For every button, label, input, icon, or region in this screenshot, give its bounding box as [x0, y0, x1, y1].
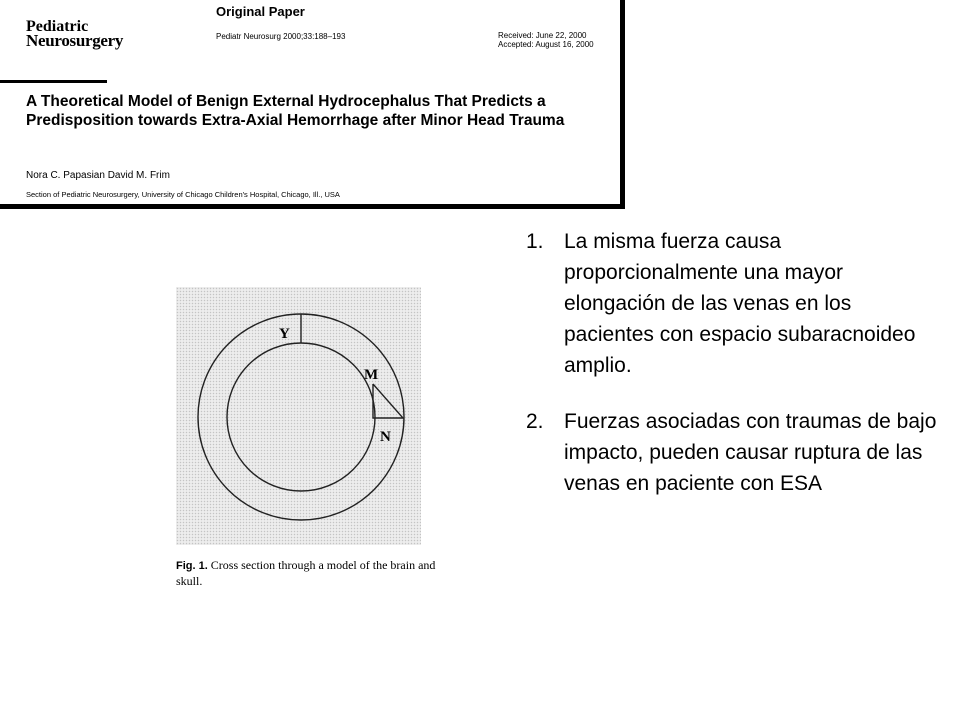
authors: Nora C. Papasian David M. Frim [26, 170, 170, 181]
label-y: Y [279, 326, 290, 342]
paper-title: A Theoretical Model of Benign External Hydrocephalus That Predicts a Predisposition towards Extra-Axial Hemorrhage after Minor Head Trauma [26, 93, 565, 129]
header-rule [0, 80, 107, 83]
figure-diagram [176, 287, 421, 545]
brain-skull-figure [176, 287, 421, 545]
list-item-number: 2. [526, 410, 544, 433]
figure-caption [176, 558, 436, 589]
figure-caption-text: Cross section through a model of the brain and skull. [176, 558, 436, 588]
point-list [526, 226, 946, 499]
label-m: M [364, 367, 379, 383]
figure-caption-label: Fig. 1. [176, 560, 208, 572]
list-item [526, 226, 946, 381]
list-item-number: 1. [526, 230, 544, 253]
brain-circle [227, 343, 375, 491]
affiliation: Section of Pediatric Neurosurgery, University of Chicago Children's Hospital, Chicago, Ill., USA [26, 190, 340, 199]
received-dates [498, 31, 594, 49]
journal-name-line2: Neurosurgery [26, 31, 124, 50]
paper-type: Original Paper [216, 4, 305, 19]
citation: Pediatr Neurosurg 2000;33:188–193 [216, 32, 346, 41]
journal-name-line1: Pediatric [26, 18, 89, 35]
list-item-text: Fuerzas asociadas con traumas de bajo impacto, pueden causar ruptura de las venas en paciente con ESA [564, 410, 937, 495]
received-date: Received: June 22, 2000 [498, 31, 587, 40]
accepted-date: Accepted: August 16, 2000 [498, 40, 594, 49]
label-n: N [380, 429, 391, 445]
paper-header-clipping [0, 0, 625, 209]
list-item-text: La misma fuerza causa proporcionalmente una mayor elongación de las venas en los pacientes con espacio subaracnoideo amplio. [564, 230, 916, 377]
list-item [526, 406, 946, 499]
journal-logo [26, 20, 123, 48]
vein-stretch-triangle [373, 384, 403, 418]
